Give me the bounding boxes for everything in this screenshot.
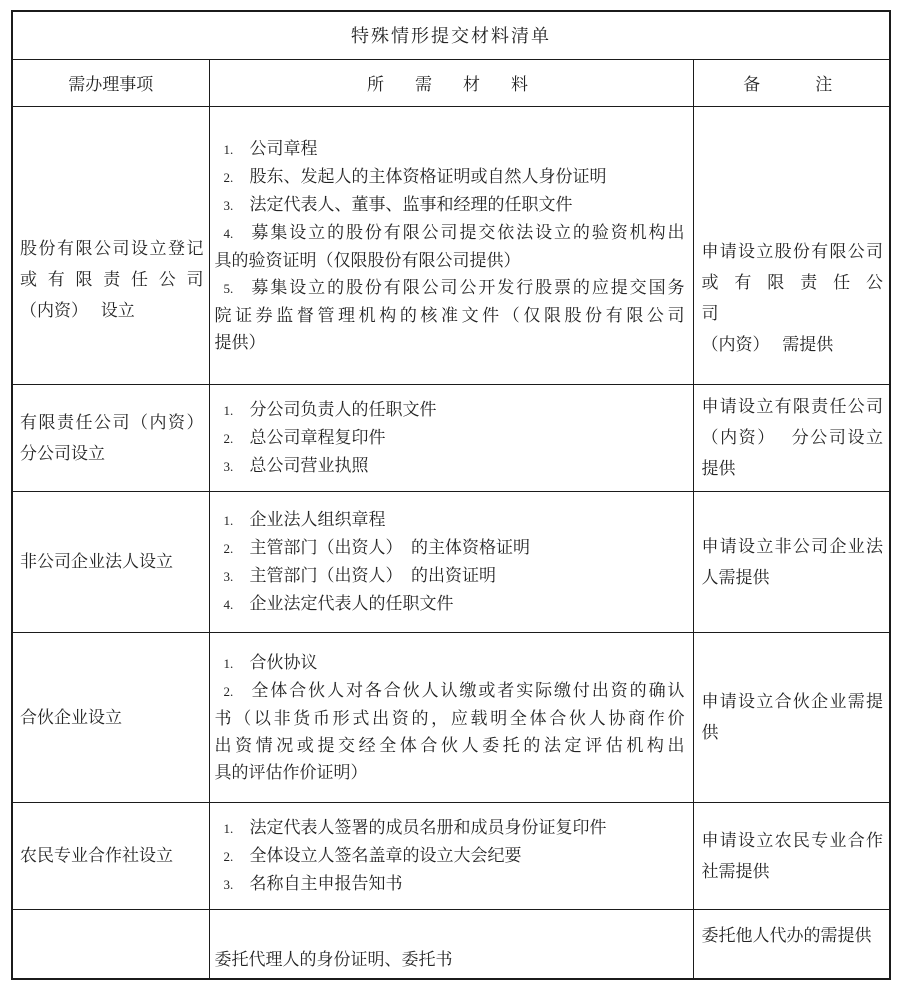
materials-cell	[209, 909, 693, 979]
materials-cell	[209, 491, 693, 632]
table-row	[12, 802, 890, 909]
remark-cell	[693, 491, 890, 632]
text-line	[13, 407, 209, 438]
text-span: 主管部门（出资人） 的出资证明	[249, 565, 496, 585]
column-header-remark: 备 注	[693, 59, 890, 106]
list-number: 1.	[223, 512, 234, 528]
text-span: 总公司营业执照	[249, 455, 369, 475]
text-span: 非公司企业法人设立	[20, 552, 173, 571]
remark-cell	[693, 384, 890, 491]
item-cell	[12, 632, 209, 802]
text-line	[210, 506, 693, 534]
text-span: 具的验资证明（仅限股份有限公司提供）	[214, 250, 521, 270]
remark-cell	[693, 909, 890, 979]
column-header-materials: 所 需 材 料	[209, 59, 693, 106]
list-number: 1.	[223, 402, 234, 418]
materials-cell	[209, 632, 693, 802]
text-line	[210, 329, 693, 356]
text-line	[210, 247, 693, 274]
list-number: 2.	[223, 540, 234, 556]
text-line	[210, 677, 693, 705]
list-number: 3.	[223, 458, 234, 474]
list-number: 2.	[223, 848, 234, 864]
text-span: 或有限责任公司	[20, 269, 204, 289]
text-line	[210, 302, 693, 329]
text-span: 社需提供	[701, 861, 770, 881]
item-cell	[12, 106, 209, 384]
text-line	[694, 453, 890, 484]
text-line	[210, 946, 693, 973]
text-line	[694, 856, 890, 887]
materials-table	[11, 10, 891, 980]
text-span: 人需提供	[701, 567, 770, 587]
table-row	[12, 384, 890, 491]
header-row	[12, 59, 890, 106]
list-number: 3.	[223, 197, 234, 213]
text-line	[210, 842, 693, 870]
text-span: 股份有限公司设立登记	[20, 238, 204, 258]
text-span: 分公司设立	[20, 443, 105, 463]
text-line	[694, 422, 890, 453]
text-line	[694, 391, 890, 422]
item-cell	[12, 909, 209, 979]
table-title: 特殊情形提交材料清单	[12, 11, 890, 59]
title-row	[12, 11, 890, 59]
text-line	[694, 825, 890, 856]
text-span: 企业法人组织章程	[249, 509, 386, 529]
list-number: 3.	[223, 568, 234, 584]
text-line	[210, 870, 693, 898]
text-line	[13, 233, 209, 264]
text-span: 司	[701, 303, 719, 323]
list-number: 3.	[223, 876, 234, 892]
list-number: 1.	[223, 141, 234, 157]
text-line	[694, 329, 890, 360]
text-span: 总公司章程复印件	[249, 427, 386, 447]
text-line	[694, 717, 890, 748]
remark-cell	[693, 802, 890, 909]
list-number: 2.	[223, 683, 234, 699]
text-line	[13, 702, 209, 733]
text-span: 股东、发起人的主体资格证明或自然人身份证明	[249, 166, 607, 186]
item-cell	[12, 802, 209, 909]
text-span: 法定代表人签署的成员名册和成员身份证复印件	[249, 817, 607, 837]
text-line	[210, 424, 693, 452]
text-line	[210, 219, 693, 247]
text-span: （内资） 分公司设立	[701, 428, 884, 447]
list-number: 2.	[223, 169, 234, 185]
text-line	[210, 814, 693, 842]
list-number: 4.	[223, 596, 234, 612]
materials-cell	[209, 384, 693, 491]
text-line	[210, 163, 693, 191]
text-span: 出资情况或提交经全体合伙人委托的法定评估机构出	[214, 735, 685, 755]
item-cell	[12, 384, 209, 491]
text-span: 申请设立非公司企业法	[701, 536, 884, 556]
list-number: 2.	[223, 430, 234, 446]
text-span: 供	[701, 723, 719, 742]
table-body	[12, 11, 890, 979]
text-span: 申请设立股份有限公司	[701, 241, 884, 261]
text-span: 全体设立人签名盖章的设立大会纪要	[249, 845, 522, 865]
text-span: 申请设立有限责任公司	[701, 397, 884, 416]
text-span: 提供	[701, 459, 736, 478]
text-span: 公司章程	[249, 138, 318, 158]
text-line	[694, 267, 890, 298]
materials-cell	[209, 106, 693, 384]
text-line	[694, 920, 890, 951]
text-span: 名称自主申报告知书	[249, 873, 403, 893]
text-span: 具的评估作价证明）	[214, 762, 368, 782]
text-line	[13, 546, 209, 577]
text-span: 或有限责任公	[701, 272, 884, 292]
text-line	[210, 534, 693, 562]
table-row	[12, 491, 890, 632]
text-line	[210, 590, 693, 618]
text-line	[694, 531, 890, 562]
text-line	[13, 438, 209, 469]
table-row	[12, 632, 890, 802]
text-line	[694, 236, 890, 267]
text-line	[210, 135, 693, 163]
text-line	[694, 298, 890, 329]
text-span: 院证券监督管理机构的核准文件（仅限股份有限公司	[214, 305, 685, 325]
text-span: 委托他人代办的需提供	[701, 925, 872, 945]
text-span: 申请设立农民专业合作	[701, 830, 884, 850]
item-cell	[12, 491, 209, 632]
text-line	[13, 840, 209, 871]
text-line	[210, 649, 693, 677]
materials-cell	[209, 802, 693, 909]
text-line	[210, 452, 693, 480]
text-span: 合伙协议	[249, 652, 318, 672]
text-span: 提供）	[214, 332, 266, 352]
text-span: （内资） 设立	[20, 300, 135, 320]
text-line	[210, 732, 693, 759]
text-line	[210, 705, 693, 732]
text-line	[13, 295, 209, 326]
remark-cell	[693, 106, 890, 384]
list-number: 1.	[223, 655, 234, 671]
text-line	[210, 562, 693, 590]
column-header-item: 需办理事项	[12, 59, 209, 106]
table-row	[12, 106, 890, 384]
list-number: 1.	[223, 820, 234, 836]
text-span: 申请设立合伙企业需提	[701, 692, 884, 711]
text-line	[694, 562, 890, 593]
text-line	[210, 274, 693, 302]
text-line	[210, 396, 693, 424]
text-span: （内资） 需提供	[701, 334, 834, 354]
list-number: 5.	[223, 280, 234, 296]
text-span: 书（以非货币形式出资的，应载明全体合伙人协商作价	[214, 708, 685, 728]
text-line	[13, 264, 209, 295]
text-line	[694, 686, 890, 717]
text-span: 企业法定代表人的任职文件	[249, 593, 454, 613]
remark-cell	[693, 632, 890, 802]
text-span: 分公司负责人的任职文件	[249, 399, 437, 419]
text-line	[210, 191, 693, 219]
text-span: 法定代表人、董事、监事和经理的任职文件	[249, 194, 573, 214]
list-number: 4.	[223, 225, 234, 241]
text-span: 全体合伙人对各合伙人认缴或者实际缴付出资的确认	[249, 680, 685, 700]
table-row	[12, 909, 890, 979]
text-line	[210, 759, 693, 786]
text-span: 合伙企业设立	[20, 707, 122, 727]
text-span: 募集设立的股份有限公司公开发行股票的应提交国务	[249, 277, 685, 297]
text-span: 主管部门（出资人） 的主体资格证明	[249, 537, 530, 557]
text-span: 募集设立的股份有限公司提交依法设立的验资机构出	[249, 222, 685, 242]
text-span: 农民专业合作社设立	[20, 846, 173, 865]
text-span: 委托代理人的身份证明、委托书	[214, 950, 453, 969]
text-span: 有限责任公司（内资）	[20, 412, 204, 432]
